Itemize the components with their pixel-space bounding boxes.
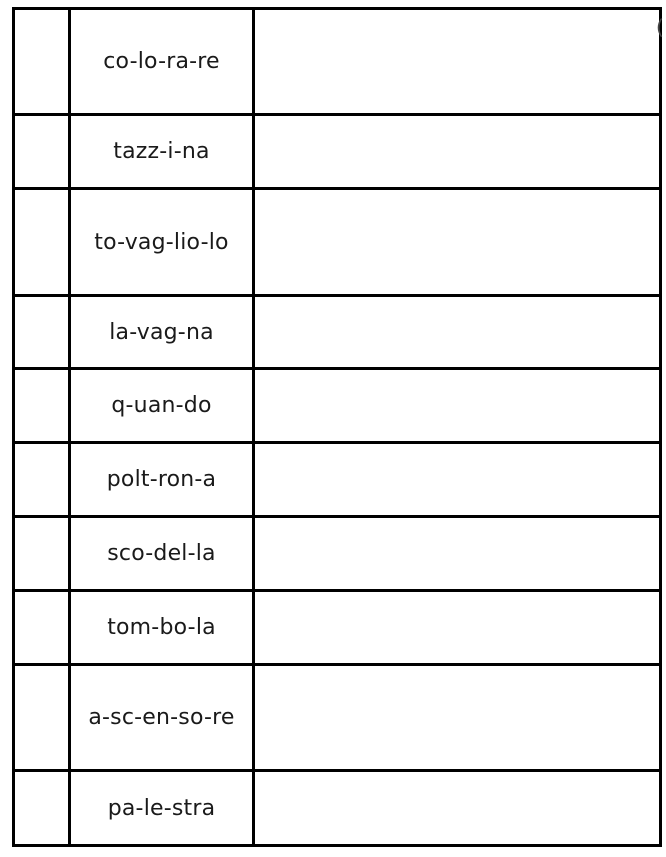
syllable-table — [12, 7, 662, 847]
word-cell: polt-ron-a — [70, 443, 254, 517]
answer-cell[interactable] — [254, 9, 661, 115]
word-cell: to-vag-lio-lo — [70, 189, 254, 296]
answer-cell[interactable] — [254, 369, 661, 443]
check-cell[interactable] — [14, 517, 70, 591]
word-cell: a-sc-en-so-re — [70, 665, 254, 771]
word-cell: sco-del-la — [70, 517, 254, 591]
answer-cell[interactable] — [254, 517, 661, 591]
answer-cell[interactable] — [254, 665, 661, 771]
answer-cell[interactable] — [254, 591, 661, 665]
table-row — [14, 189, 661, 296]
answer-cell[interactable] — [254, 296, 661, 369]
check-cell[interactable] — [14, 9, 70, 115]
table-row — [14, 296, 661, 369]
table-row — [14, 517, 661, 591]
table-row — [14, 9, 661, 115]
check-cell[interactable] — [14, 369, 70, 443]
word-cell: pa-le-stra — [70, 771, 254, 846]
answer-cell[interactable] — [254, 189, 661, 296]
table-row — [14, 115, 661, 189]
worksheet — [12, 7, 659, 844]
word-cell: tazz-i-na — [70, 115, 254, 189]
table-row — [14, 591, 661, 665]
answer-cell[interactable] — [254, 771, 661, 846]
answer-cell[interactable] — [254, 443, 661, 517]
word-cell: co-lo-ra-re — [70, 9, 254, 115]
word-cell: tom-bo-la — [70, 591, 254, 665]
check-cell[interactable] — [14, 443, 70, 517]
check-cell[interactable] — [14, 189, 70, 296]
check-cell[interactable] — [14, 591, 70, 665]
check-cell[interactable] — [14, 296, 70, 369]
word-cell: la-vag-na — [70, 296, 254, 369]
check-cell[interactable] — [14, 771, 70, 846]
table-row — [14, 369, 661, 443]
table-row — [14, 771, 661, 846]
answer-cell[interactable] — [254, 115, 661, 189]
edge-mark: ( — [656, 15, 664, 39]
table-row — [14, 443, 661, 517]
table-row — [14, 665, 661, 771]
word-cell: q-uan-do — [70, 369, 254, 443]
check-cell[interactable] — [14, 115, 70, 189]
check-cell[interactable] — [14, 665, 70, 771]
